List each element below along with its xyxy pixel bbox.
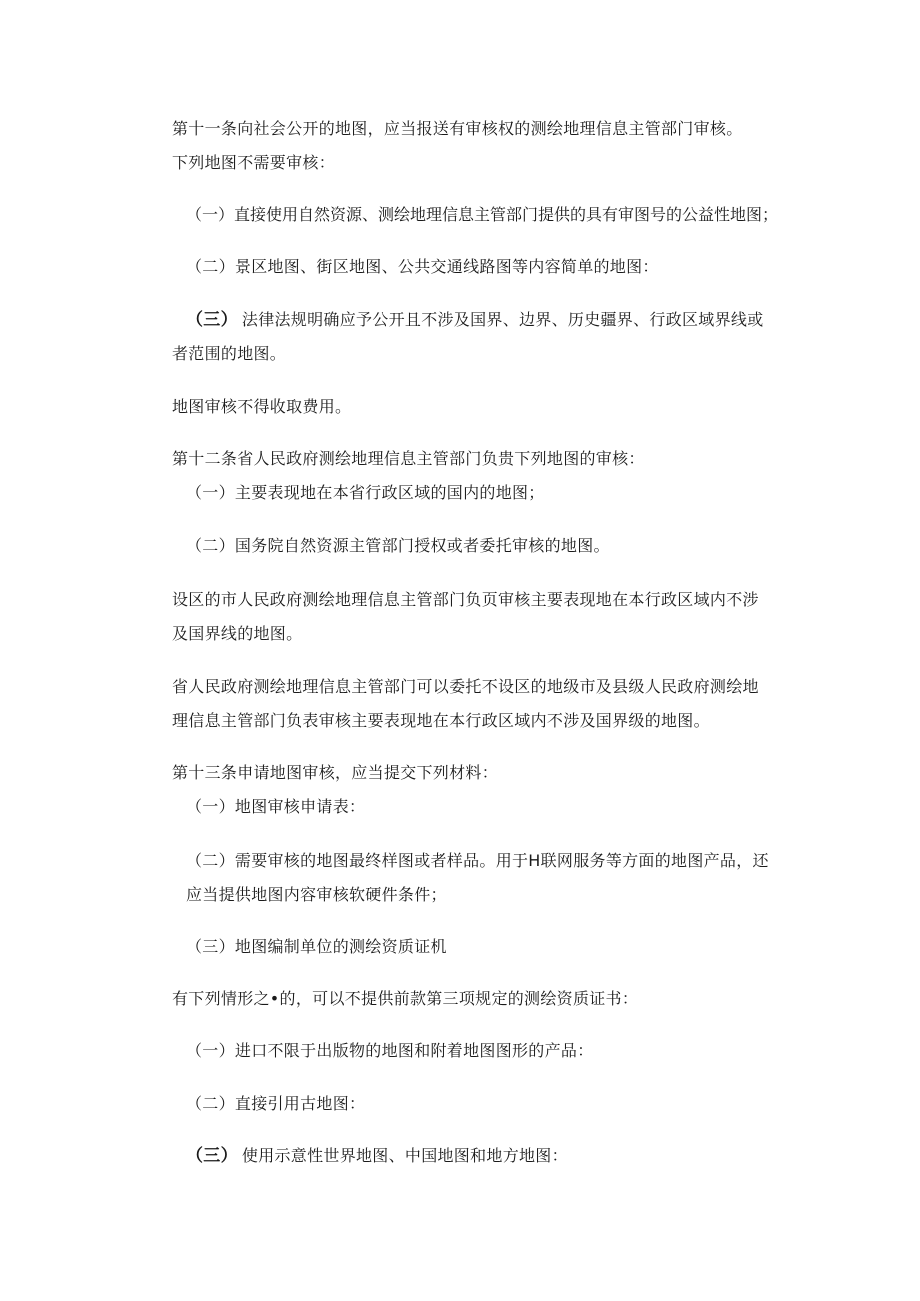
article-13-item-2-cont: 应当提供地图内容审核软硬件条件； bbox=[186, 885, 447, 904]
article-11-item-3 bbox=[186, 309, 764, 331]
article-12-heading: 第十二条省人民政府测绘地理信息主管部门负贵下列地图的审核： bbox=[172, 449, 645, 468]
item-3-text: 法律法规明确应予公开且不涉及国界、边界、历史疆界、行政区域界线或 bbox=[241, 310, 764, 329]
article-13-item-2: （二）需要审核的地图最终样图或者样品。用于H联网服务等方面的地图产品，还 bbox=[186, 851, 769, 870]
article-11-item-1: （一）直接使用自然资源、测绘地理信息主管部门提供的具有审图号的公益性地图； bbox=[186, 205, 779, 224]
exception-item-3-number: （三） bbox=[186, 1146, 238, 1166]
article-13-item-3: （三）地图编制单位的测绘资质证机 bbox=[186, 937, 447, 956]
article-12-para-2: 设区的市人民政府测绘地理信息主管部门负页审核主要表现地在本行政区域内不涉 bbox=[172, 590, 759, 609]
article-13-heading: 第十三条申请地图审核，应当提交下列材料： bbox=[172, 763, 499, 782]
exception-item-2: （二）直接引用古地图： bbox=[186, 1094, 366, 1113]
exception-item-1: （一）进口不限于出版物的地图和附着地图图形的产品： bbox=[186, 1041, 594, 1060]
article-12-item-2: （二）国务院自然资源主管部门授权或者委托审核的地图。 bbox=[186, 536, 610, 555]
article-13-exceptions-intro: 有下列情形之•的，可以不提供前款第三项规定的测绘资质证书： bbox=[172, 989, 639, 1008]
exception-item-3 bbox=[186, 1145, 568, 1167]
article-12-item-1: （一）主要表现地在本省行政区域的国内的地图； bbox=[186, 483, 545, 502]
article-12-para-2-cont: 及国界线的地图。 bbox=[172, 624, 303, 643]
article-11-item-3-cont: 者范围的地图。 bbox=[172, 344, 287, 363]
article-11-heading: 第十一条向社会公开的地图，应当报送有审核权的测绘地理信息主管部门审核。 bbox=[172, 119, 743, 138]
article-12-para-3: 省人民政府测绘地理信息主管部门可以委托不设区的地级市及县级人民政府测绘地 bbox=[172, 677, 759, 696]
article-12-para-3-cont: 理信息主管部门负表审核主要表现地在本行政区域内不涉及国界级的地图。 bbox=[172, 711, 710, 730]
item-3-number: （三） bbox=[186, 310, 238, 330]
article-11-fee-note: 地图审核不得收取费用。 bbox=[172, 397, 352, 416]
exception-item-3-text: 使用示意性世界地图、中国地图和地方地图： bbox=[241, 1146, 568, 1165]
article-13-item-1: （一）地图审核申请表： bbox=[186, 797, 366, 816]
article-11-item-2: （二）景区地图、街区地图、公共交通线路图等内容简单的地图： bbox=[186, 257, 659, 276]
article-11-intro: 下列地图不需要审核： bbox=[172, 153, 336, 172]
